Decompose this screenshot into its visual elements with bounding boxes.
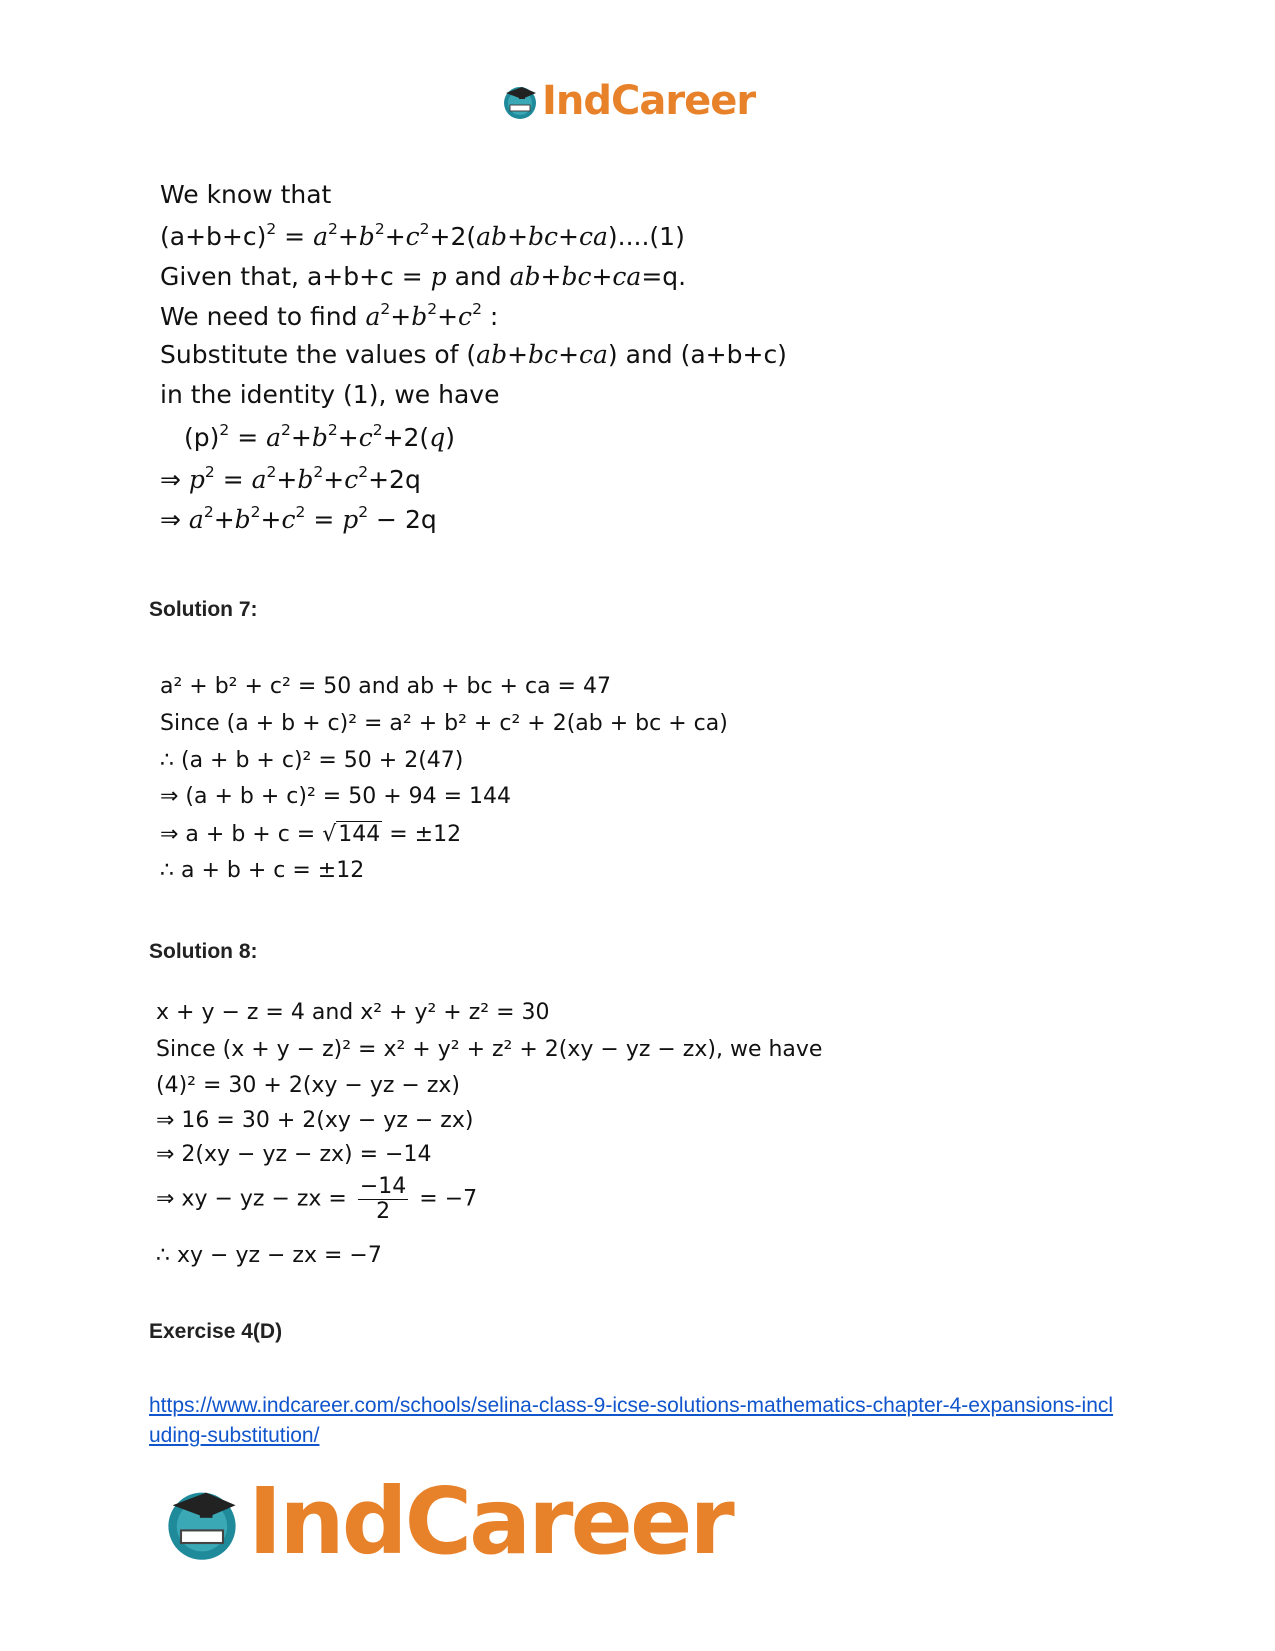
math-line: We know that [160, 180, 332, 209]
math-line: $(p)^2 = a^2+b^2+c^2+2(q)$ [184, 421, 455, 452]
math-line: in the identity (1), we have [160, 380, 500, 409]
graduation-globe-icon [160, 1480, 244, 1564]
math-line: a² + b² + c² = 50 and ab + bc + ca = 47 [160, 674, 611, 699]
logo-wordmark: IndCareer [542, 78, 756, 124]
math-line: Since (x + y − z)² = x² + y² + z² + 2(xy − yz − zx), we have [156, 1037, 823, 1062]
math-line: ⇒ (a + b + c)² = 50 + 94 = 144 [160, 784, 512, 809]
solution-7-heading: Solution 7: [149, 598, 258, 621]
math-line: Given that, a+b+c = p and ab+bc+ca=q. [160, 262, 687, 291]
math-line: ⇒ 2(xy − yz − zx) = −14 [156, 1142, 432, 1167]
math-line: ⇒ 16 = 30 + 2(xy − yz − zx) [156, 1108, 474, 1133]
indcareer-logo-large [160, 1468, 732, 1575]
math-line: (4)² = 30 + 2(xy − yz − zx) [156, 1073, 460, 1098]
exercise-heading: Exercise 4(D) [149, 1320, 283, 1343]
math-line: ⇒ $p^2 = a^2+b^2+c^2+2q$ [160, 463, 421, 494]
solution-8-heading: Solution 8: [149, 940, 258, 963]
logo-wordmark: IndCareer [248, 1468, 732, 1575]
math-line: Since (a + b + c)² = a² + b² + c² + 2(ab + bc + ca) [160, 711, 728, 736]
math-line: ∴ xy − yz − zx = −7 [156, 1243, 382, 1268]
math-line: Substitute the values of (ab+bc+ca) and (a+b+c) [160, 340, 787, 369]
math-line: ∴ a + b + c = ±12 [160, 858, 365, 883]
fraction: $\frac{-14}{2}$ [359, 1174, 407, 1225]
math-line: ∴ (a + b + c)² = 50 + 2(47) [160, 748, 464, 773]
math-line: We need to find $a^2+b^2+c^2$ : [160, 300, 499, 331]
graduation-globe-icon [500, 81, 540, 121]
indcareer-logo [500, 78, 755, 124]
math-line: x + y − z = 4 and x² + y² + z² = 30 [156, 1000, 550, 1025]
math-line: ⇒ xy − yz − zx = $\frac{-14}{2}$ = −7 [156, 1174, 478, 1225]
math-line: ⇒ a + b + c = √144 = ±12 [160, 822, 462, 847]
math-line: $(a+b+c)^2 = a^2+b^2+c^2+2(ab+bc+ca)....(1)$ [160, 220, 685, 251]
math-line: ⇒ $a^2+b^2+c^2 = p^2 - 2q$ [160, 503, 437, 534]
chapter-link[interactable]: https://www.indcareer.com/schools/selina-class-9-icse-solutions-mathematics-chapter-4-expansions-including-substitution/ [149, 1394, 1114, 1447]
